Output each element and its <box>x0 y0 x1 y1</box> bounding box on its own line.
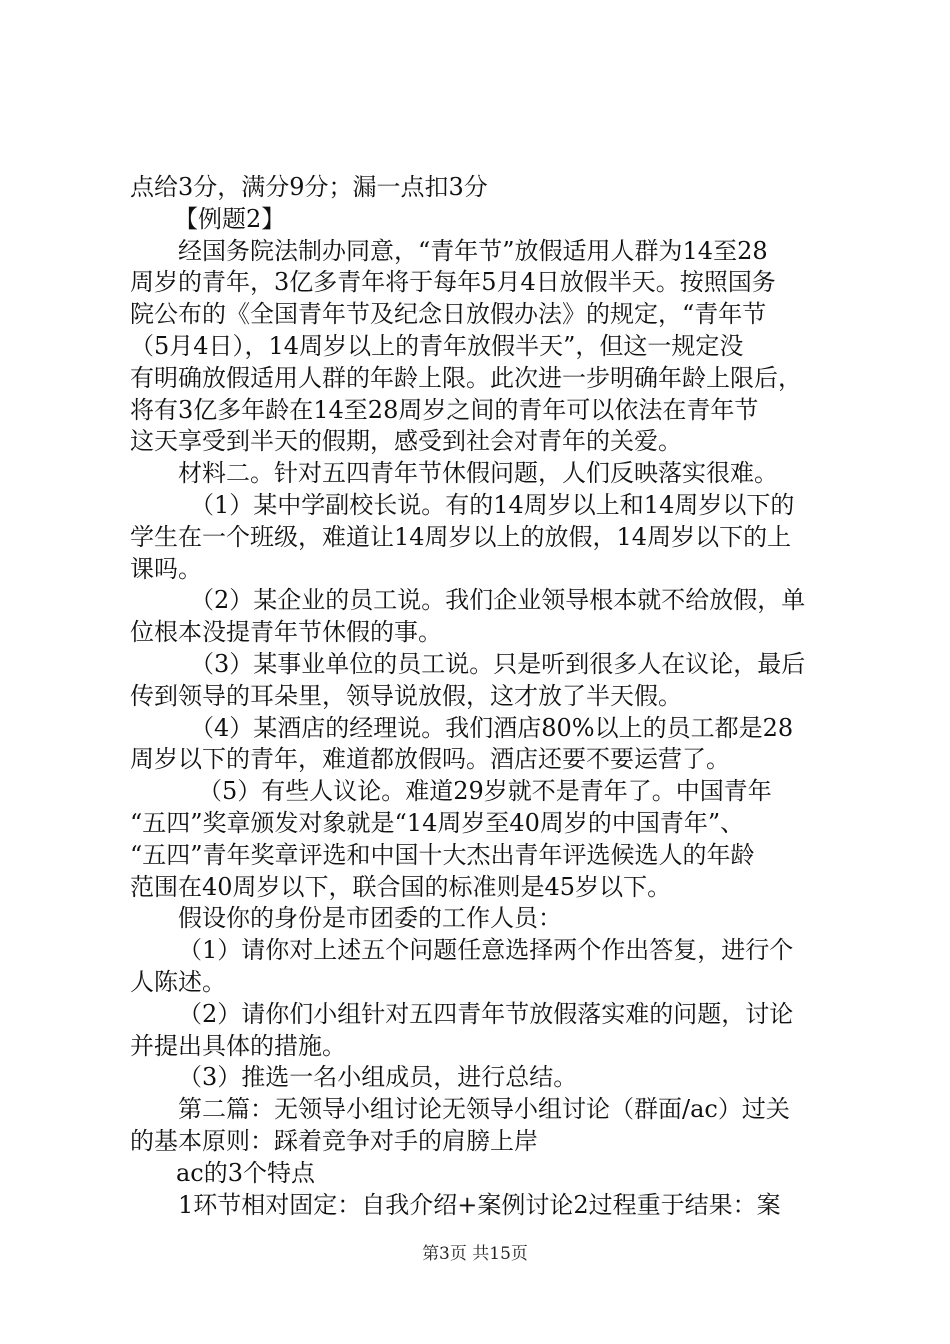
text-line: 人陈述。 <box>130 967 226 996</box>
document-body <box>130 172 835 1221</box>
text-line: 材料二。针对五四青年节休假问题，人们反映落实很难。 <box>178 459 778 488</box>
text-line: （5）有些人议论。难道29岁就不是青年了。中国青年 <box>198 777 772 806</box>
text-line: 这天享受到半天的假期，感受到社会对青年的关爱。 <box>130 427 682 456</box>
section-heading: 第二篇：无领导小组讨论无领导小组讨论（群面/ac）过关 <box>178 1095 790 1124</box>
page-number-footer: 第3页 共15页 <box>422 1244 528 1264</box>
text-line: 周岁的青年，3亿多青年将于每年5月4日放假半天。按照国务 <box>130 268 776 297</box>
text-line: 假设你的身份是市团委的工作人员： <box>178 904 562 933</box>
text-line: （5月4日），14周岁以上的青年放假半天”，但这一规定没 <box>130 331 744 360</box>
text-line: “五四”奖章颁发对象就是“14周岁至40周岁的中国青年”、 <box>130 808 745 837</box>
text-line: 院公布的《全国青年节及纪念日放假办法》的规定，“青年节 <box>130 300 767 329</box>
text-line: （4）某酒店的经理说。我们酒店80%以上的员工都是28 <box>190 713 794 742</box>
text-line: （1）某中学副校长说。有的14周岁以上和14周岁以下的 <box>190 490 795 519</box>
text-line: 学生在一个班级，难道让14周岁以上的放假，14周岁以下的上 <box>130 522 792 551</box>
text-line: 并提出具体的措施。 <box>130 1031 346 1060</box>
text-line: （2）某企业的员工说。我们企业领导根本就不给放假，单 <box>190 586 806 615</box>
text-line: （2）请你们小组针对五四青年节放假落实难的问题，讨论 <box>178 999 794 1028</box>
text-line: 范围在40周岁以下，联合国的标准则是45岁以下。 <box>130 872 672 901</box>
example-heading: 【例题2】 <box>174 204 286 233</box>
text-line: 将有3亿多年龄在14至28周岁之间的青年可以依法在青年节 <box>130 395 759 424</box>
text-line: （3）某事业单位的员工说。只是听到很多人在议论，最后 <box>190 649 806 678</box>
text-line: 周岁以下的青年，难道都放假吗。酒店还要不要运营了。 <box>130 745 730 774</box>
text-line: 1环节相对固定：自我介绍+案例讨论2过程重于结果：案 <box>178 1190 781 1219</box>
text-line: ac的3个特点 <box>176 1158 316 1187</box>
text-line: 点给3分，满分9分；漏一点扣3分 <box>130 173 488 201</box>
text-line: 课吗。 <box>130 554 202 583</box>
text-line: 有明确放假适用人群的年龄上限。此次进一步明确年龄上限后， <box>130 363 802 392</box>
text-line: 经国务院法制办同意，“青年节”放假适用人群为14至28 <box>178 236 768 265</box>
text-line: “五四”青年奖章评选和中国十大杰出青年评选候选人的年龄 <box>130 840 755 869</box>
text-line: 的基本原则：踩着竞争对手的肩膀上岸 <box>130 1126 538 1155</box>
text-line: （3）推选一名小组成员，进行总结。 <box>178 1063 578 1092</box>
text-line: 传到领导的耳朵里，领导说放假，这才放了半天假。 <box>130 681 682 710</box>
text-line: 位根本没提青年节休假的事。 <box>130 618 442 647</box>
text-line: （1）请你对上述五个问题任意选择两个作出答复，进行个 <box>178 936 794 965</box>
